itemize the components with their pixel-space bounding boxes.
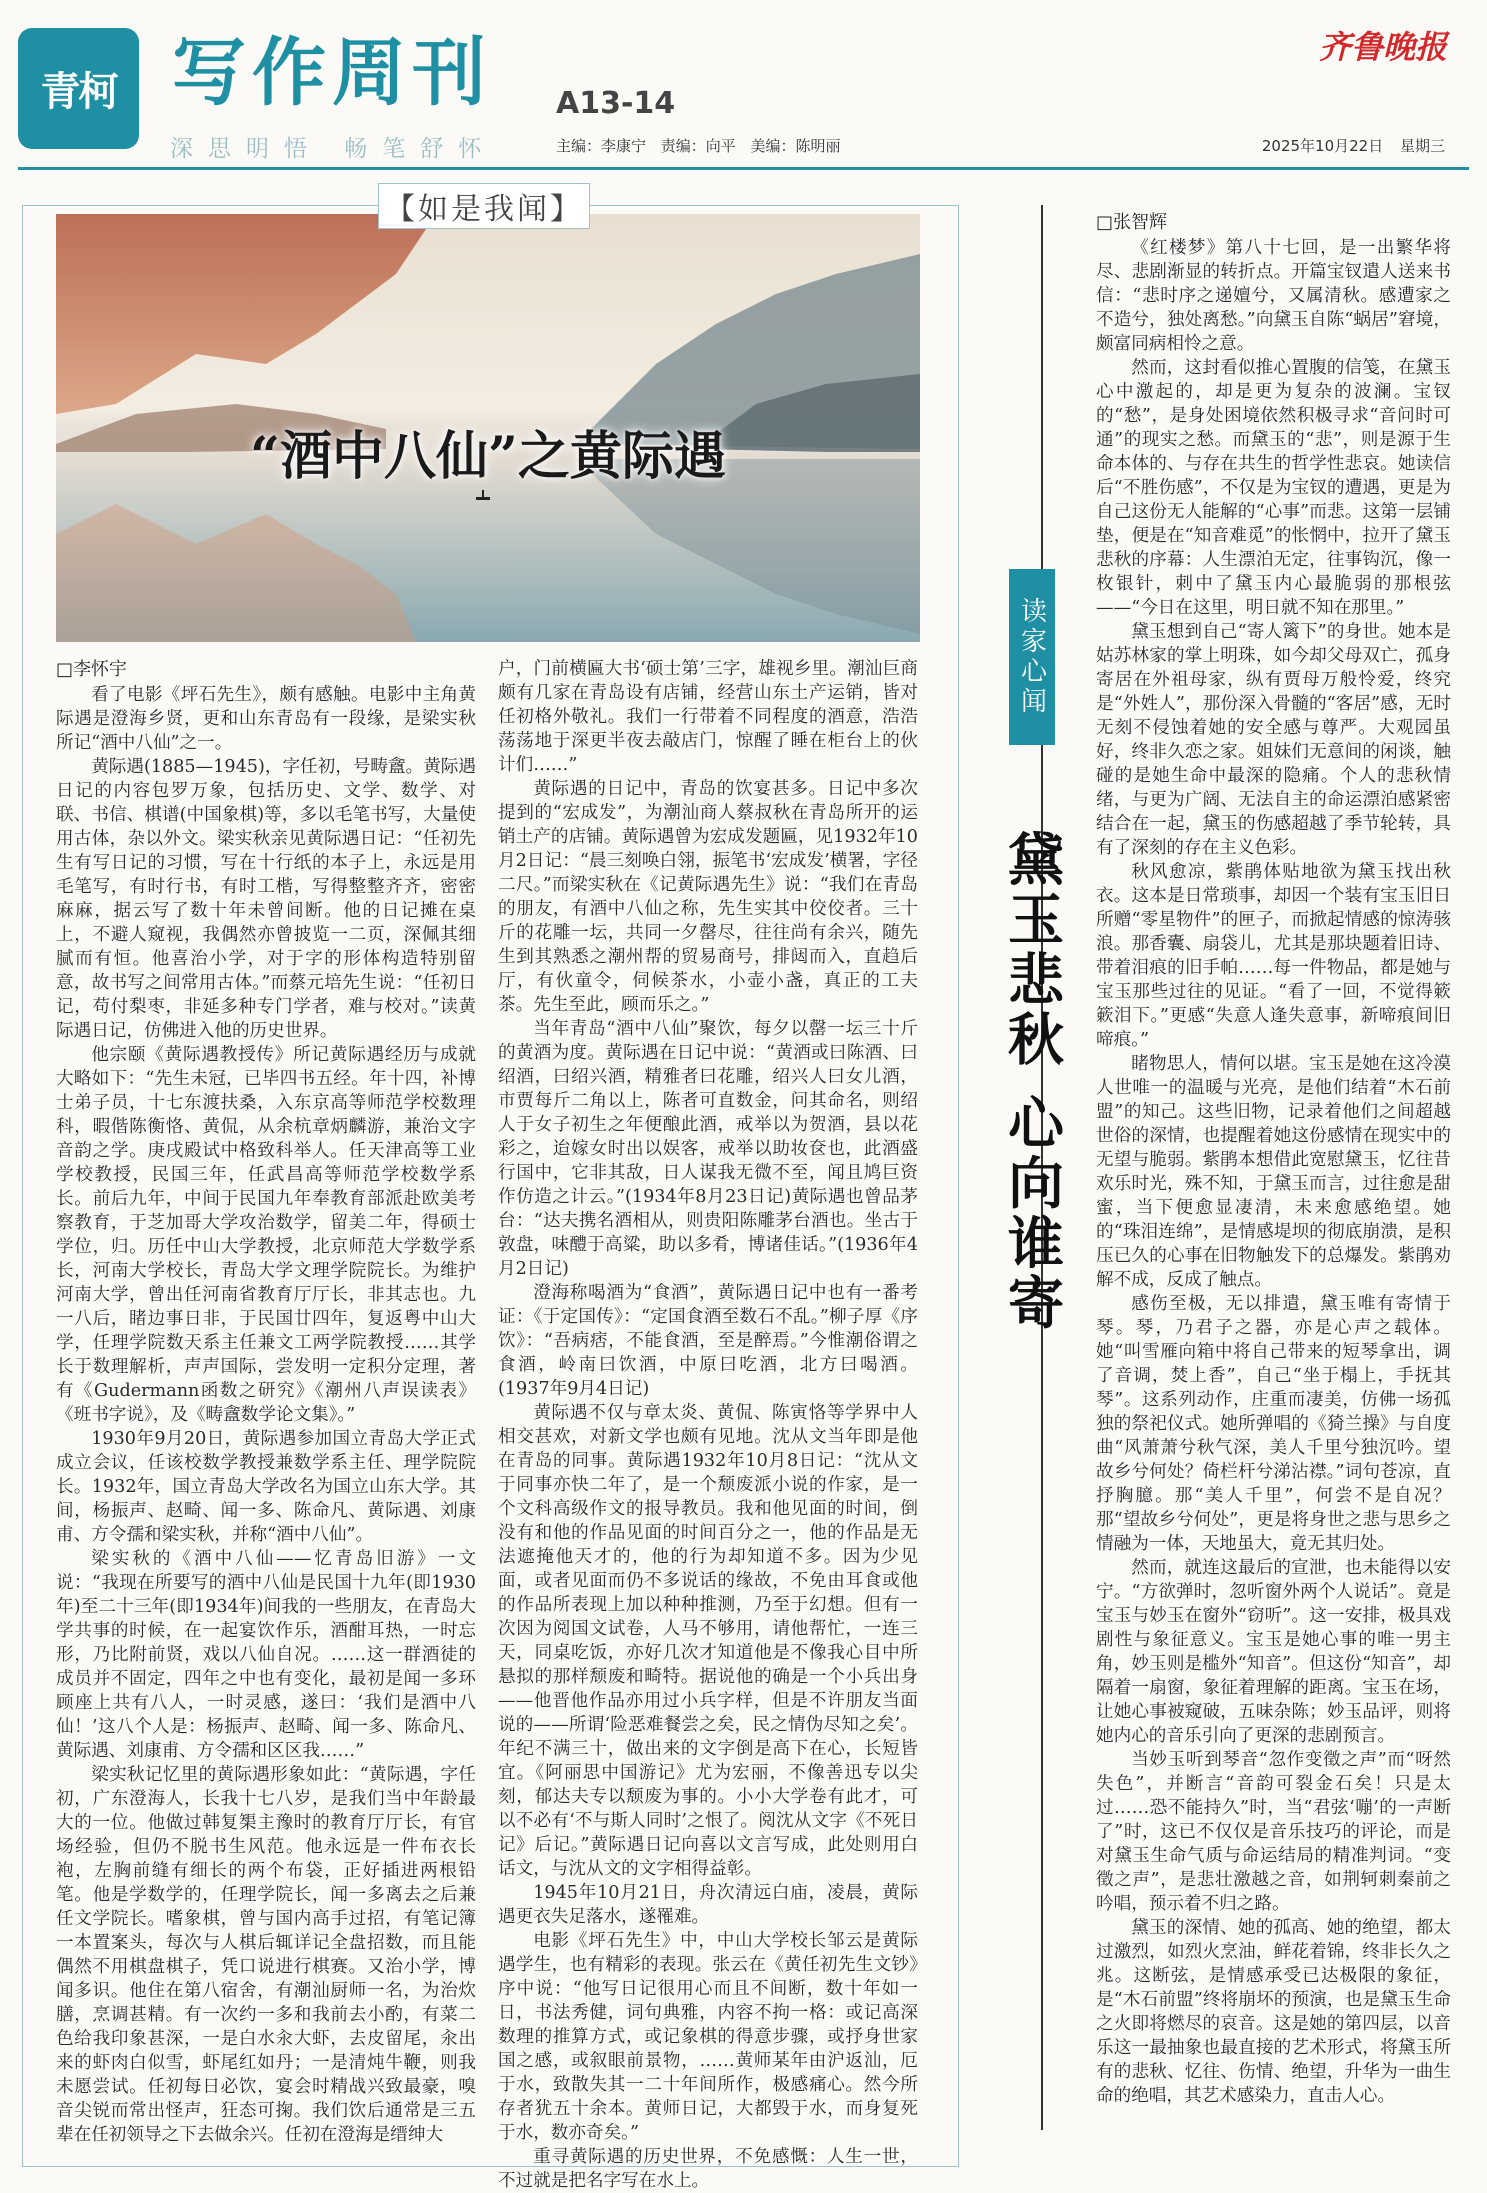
byline-author: □张智辉 [1096, 212, 1168, 233]
paragraph: 1945年10月21日，舟次清远白庙，凌晨，黄际遇更衣失足落水，遂罹难。 [498, 1883, 918, 1927]
paragraph: 看了电影《坪石先生》，颇有感触。电影中主角黄际遇是澄海乡贤，更和山东青岛有一段缘，是梁实秋所记“酒中八仙”之一。 [56, 685, 476, 753]
paragraph: 户，门前横匾大书‘硕士第’三字，雄视乡里。潮汕巨商颇有几家在青岛设有店铺，经营山东土产运销，皆对任初格外敬礼。我们一行带着不同程度的酒意，浩浩荡荡地于深更半夜去敲店门，惊醒了睡在柜台上的伙计们……” [498, 659, 918, 775]
paragraph: 他宗颐《黄际遇教授传》所记黄际遇经历与成就大略如下：“先生未冠，已毕四书五经。年十四，补博士弟子员，十七东渡扶桑，入东京高等师范学校数理科，暇偕陈衡恪、黄侃，从余杭章炳麟游，兼治文字音韵之学。庚戌殿试中格致科举人。任天津高等工业学校教授，民国三年，任武昌高等师范学校数学系长。前后九年，中间于民国九年奉教育部派赴欧美考察教育，于芝加哥大学攻治数学，留美二年，得硕士学位，归。历任中山大学教授，北京师范大学数学系长，河南大学校长，青岛大学文理学院院长。为维护河南大学，曾出任河南省教育厅厅长，非其志也。九一八后，睹边事日非，于民国廿四年，复返粤中山大学，任理学院数天系主任兼文工两学院教授……其学长于数理解析，声声国际，尝发明一定积分定理，著有《Gudermann函数之研究》《潮州八声误读表》《班书字说》，及《畴盦数学论文集》。” [56, 1045, 476, 1425]
paragraph: 感伤至极，无以排遣，黛玉唯有寄情于琴。琴，乃君子之器，亦是心声之载体。她“叫雪雁向箱中将自己带来的短琴拿出，调了音调，焚上香”，自己“坐于榻上，手抚其琴”。这系列动作，庄重而凄美，仿佛一场孤独的祭祀仪式。她所弹唱的《猗兰操》与自度曲“风萧萧兮秋气深，美人千里兮独沉吟。望故乡兮何处？倚栏杆兮涕沾襟。”词句苍凉，直抒胸臆。那“美人千里”，何尝不是自况？那“望故乡兮何处”，更是将身世之悲与思乡之情融为一体，天地虽大，竟无其归处。 [1096, 1294, 1451, 1554]
masthead-divider [18, 167, 1469, 170]
newspaper-brand: 齐鲁晚报 [1318, 28, 1447, 66]
section-title: 写作周刊 [172, 30, 492, 116]
paragraph: 黛玉想到自己“寄人篱下”的身世。她本是姑苏林家的掌上明珠，如今却父母双亡，孤身寄居在外祖母家，纵有贾母万般怜爱，终究是“外姓人”，那份深入骨髓的“客居”感，无时无刻不侵蚀着她的安全感与尊严。大观园虽好，终非久恋之家。姐妹们无意间的闲谈，触碰的是她生命中最深的隐痛。个人的悲秋情绪，与更为广阔、无法自主的命运漂泊感紧密结合在一起，黛玉的伤感超越了季节轮转，具有了深刻的存在主义色彩。 [1096, 622, 1451, 858]
article-column-middle [498, 657, 918, 2191]
paragraph: 秋风愈凉，紫鹃体贴地欲为黛玉找出秋衣。这本是日常琐事，却因一个装有宝玉旧日所赠“零星物件”的匣子，而掀起情感的惊涛骇浪。那香囊、扇袋儿，尤其是那块题着旧诗、带着泪痕的旧手帕……每一件物品，都是她与宝玉那些过往的见证。“看了一回，不觉得簌簌泪下。”更感“失意人逢失意事，新啼痕间旧啼痕。” [1096, 862, 1451, 1050]
issue-date: 2025年10月22日 星期三 [1261, 137, 1445, 155]
paragraph: 睹物思人，情何以堪。宝玉是她在这冷漠人世唯一的温暖与光亮，是他们结着“木石前盟”的知己。这些旧物，记录着他们之间超越世俗的深情，也提醒着她这份感情在现实中的无望与脆弱。紫鹃本想借此宽慰黛玉，忆往昔欢乐时光，殊不知，于黛玉而言，过往愈是甜蜜，当下便愈显凄清，未来愈感绝望。她的“珠泪连绵”，是情感堤坝的彻底崩溃，是积压已久的心事在旧物触发下的总爆发。紫鹃劝解不成，反成了触点。 [1096, 1054, 1451, 1290]
paragraph: 当年青岛“酒中八仙”聚饮，每夕以罄一坛三十斤的黄酒为度。黄际遇在日记中说：“黄酒或曰陈酒、曰绍酒，曰绍兴酒，精雅者曰花雕，绍兴人曰女儿酒，市贾每斤二角以上，陈者可直数金，问其命名，则绍人于女子初生之年便酿此酒，戒举以为贺酒，县以花彩之，迨嫁女时出以娱客，戒举以助妆奁也，此酒盛行国中，它非其敌，日人谋我无微不至，闻且鸠巨资作仿造之计云。”(1934年8月23日记)黄际遇也曾品茅台：“达夫携名酒相从，则贵阳陈雕茅台酒也。坐古于敦盘，味醴于高粱，助以多肴，博诸佳话。”(1936年4月2日记) [498, 1019, 918, 1279]
paragraph: 重寻黄际遇的历史世界，不免感慨：人生一世，不过就是把名字写在水上。 [498, 2147, 918, 2191]
paragraph: 然而，这封看似推心置腹的信笺，在黛玉心中激起的，却是更为复杂的波澜。宝钗的“愁”，是身处困境依然积极寻求“音问时可通”的现实之愁。而黛玉的“悲”，则是源于生命本体的、与存在共生的哲学性悲哀。她读信后“不胜伤感”，不仅是为宝钗的遭遇，更是为自己这份无人能解的“心事”而悲。这第一层铺垫，便是在“知音难觅”的怅惘中，拉开了黛玉悲秋的序幕：人生漂泊无定，往事钩沉，像一枚银针，刺中了黛玉内心最脆弱的那根弦——“今日在这里，明日就不知在那里。” [1096, 358, 1451, 618]
paragraph: 黄际遇(1885—1945)，字任初，号畴盦。黄际遇日记的内容包罗万象，包括历史、文学、数学、对联、书信、棋谱(中国象棋)等，多以毛笔书写，大量使用古体，杂以外文。梁实秋亲见黄际遇日记：“任初先生有写日记的习惯，写在十行纸的本子上，永远是用毛笔写，有时行书，有时工楷，写得整整齐齐，密密麻麻，据云写了数十年未曾间断。他的日记摊在桌上，不避人窥视，我偶然亦曾披览一二页，深佩其细腻而有恒。他喜治小学，对于字的形体构造特别留意，故书写之间常用古体。”而蔡元培先生说：“任初日记，苟付梨枣，非延多种专门学者，难与校对。”读黄际遇日记，仿佛进入他的历史世界。 [56, 757, 476, 1041]
paragraph: 1930年9月20日，黄际遇参加国立青岛大学正式成立会议，任该校数学教授兼数学系主任、理学院院长。1932年，国立青岛大学改名为国立山东大学。其间，杨振声、赵畸、闻一多、陈命凡、黄际遇、刘康甫、方令孺和梁实秋，并称“酒中八仙”。 [56, 1429, 476, 1545]
paragraph: 然而，就连这最后的宣泄，也未能得以安宁。“方欲弹时，忽听窗外两个人说话”。竟是宝玉与妙玉在窗外“窃听”。这一安排，极具戏剧性与象征意义。宝玉是她心事的唯一男主角，妙玉则是槛外“知音”。但这份“知音”，却隔着一扇窗，象征着理解的距离。宝玉在场，让她心事被窥破，五味杂陈；妙玉品评，则将她内心的音乐引向了更深的悲剧预言。 [1096, 1558, 1451, 1746]
article-column-right [1096, 236, 1451, 2166]
article-column-left [56, 683, 476, 2148]
paragraph: 梁实秋的《酒中八仙——忆青岛旧游》一文说：“我现在所要写的酒中八仙是民国十九年(即1930年)至二十三年(即1934年)间我的一些朋友，在青岛大学共事的时候，在一起宴饮作乐，酒酣耳热，一时忘形，乃比附前贤，戏以八仙自况。……这一群酒徒的成员并不固定，四年之中也有变化，最初是闻一多环顾座上共有八人，一时灵感，遂曰：‘我们是酒中八仙！’这八个人是：杨振声、赵畸、闻一多、陈命凡、黄际遇、刘康甫、方令孺和区区我……” [56, 1549, 476, 1761]
paragraph: 黄际遇的日记中，青岛的饮宴甚多。日记中多次提到的“宏成发”，为潮汕商人蔡叔秋在青岛所开的运销土产的店铺。黄际遇曾为宏成发题匾，见1932年10月2日记：“晨三刻唤白翎，振笔书‘宏成发’横署，字径二尺。”而梁实秋在《记黄际遇先生》说：“我们在青岛的朋友，有酒中八仙之称，先生实其中佼佼者。三十斤的花雕一坛，共同一夕罄尽，往往尚有余兴，随先生到其熟悉之潮州帮的贸易商号，排闼而入，直趋后厅，有伙童令，伺候茶水，小壶小盏，真正的工夫茶。先生至此，顾而乐之。” [498, 779, 918, 1015]
editor-credits: 主编：李康宁 责编：向平 美编：陈明丽 [556, 137, 841, 155]
article-headline: “酒中八仙”之黄际遇 [250, 426, 726, 487]
masthead-logo: 青柯 [18, 28, 139, 149]
paragraph: 梁实秋记忆里的黄际遇形象如此：“黄际遇，字任初，广东澄海人，长我十七八岁，是我们当中年龄最大的一位。他做过韩复榘主豫时的教育厅厅长，有官场经验，但仍不脱书生风范。他永远是一件布衣长袍，左胸前缝有细长的两个布袋，正好插进两根铅笔。他是学数学的，任理学院长，闻一多离去之后兼任文学院长。嗜象棋，曾与国内高手过招，有笔记簿一本置案头，每次与人棋后辄详记全盘招数，而且能偶然不用棋盘棋子，凭口说进行棋赛。又治小学，博闻多识。他住在第八宿舍，有潮汕厨师一名，为治炊膳，烹调甚精。有一次约一多和我前去小酌，有菜二色给我印象甚深，一是白水汆大虾，去皮留尾，汆出来的虾肉白似雪，虾尾红如丹；一是清炖牛鞭，则我未愿尝试。任初每日必饮，宴会时精战兴致最豪，嗅音尖锐而常出怪声，狂态可掬。我们饮后通常是三五辈在任初领导之下去做余兴。任初在澄海是缙绅大 [56, 1765, 476, 2145]
byline-author: □李怀宇 [56, 659, 128, 680]
paragraph: 黛玉的深情、她的孤高、她的绝望，都太过激烈，如烈火烹油，鲜花着锦，终非长久之兆。这断弦，是情感承受已达极限的象征，是“木石前盟”终将崩坏的预演，也是黛玉生命之火即将燃尽的哀音。这是她的第四层，以音乐这一最抽象也最直接的艺术形式，将黛玉所有的悲秋、忆往、伤情、绝望，升华为一曲生命的绝唱，其艺术感染力，直击人心。 [1096, 1918, 1451, 2106]
article-headline-vertical: 黛玉悲秋 心向谁寄 [999, 830, 1065, 1334]
paragraph: 电影《坪石先生》中，中山大学校长邹云是黄际遇学生，也有精彩的表现。张云在《黄任初先生文钞》序中说：“他写日记很用心而且不间断，数十年如一日，书法秀健，词句典雅，内容不拘一格：或记高深数理的推算方式，或记象棋的得意步骤，或抒身世家国之感，或叙眼前景物，……黄师某年由沪返汕，厄于水，致散失其一二十年间所作，极感痛心。然今所存者犹五十余本。黄师日记，大都毁于水，而身复死于水，数亦奇矣。” [498, 1931, 918, 2143]
paragraph: 《红楼梦》第八十七回，是一出繁华将尽、悲剧渐显的转折点。开篇宝钗遣人送来书信：“悲时序之递嬗兮，又属清秋。感遭家之不造兮，独处离愁。”向黛玉自陈“蜗居”窘境，颇富同病相怜之意。 [1096, 238, 1451, 354]
paragraph: 当妙玉听到琴音“忽作变徵之声”而“呀然失色”，并断言“音韵可裂金石矣！只是太过……恐不能持久”时，当“君弦‘嘣’的一声断了”时，这已不仅仅是音乐技巧的评论，而是对黛玉生命气质与命运结局的精准判词。“变徵之声”，是悲壮激越之音，如荆轲刺秦前之吟唱，预示着不归之路。 [1096, 1750, 1451, 1914]
paragraph: 澄海称喝酒为“食酒”，黄际遇日记中也有一番考证：《于定国传》：“定国食酒至数石不乱。”柳子厚《序饮》：“吾病痞，不能食酒，至是醉焉。”今惟潮俗谓之食酒，岭南曰饮酒，中原曰吃酒，北方曰喝酒。(1937年9月4日记) [498, 1283, 918, 1399]
column-label: 【如是我闻】 [378, 183, 590, 229]
paragraph: 黄际遇不仅与章太炎、黄侃、陈寅恪等学界中人相交甚欢，对新文学也颇有见地。沈从文当年即是他在青岛的同事。黄际遇1932年10月8日记：“沈从文于同事亦快二年了，是一个颓废派小说的作家，是一个文科高级作文的报导教员。我和他见面的时间，倒没有和他的作品见面的时间百分之一，他的作品是无法遮掩他天才的，他的行为却知道不多。因为少见面，或者见面而仍不多说话的缘故，不免由耳食或他的作品所表现上加以种种推测，乃至于幻想。但有一次因为阅国文试卷，人马不够用，请他帮忙，一连三天，同桌吃饭，亦好几次才知道他是不像我心目中所悬拟的那样颓废和畸特。据说他的确是一个小兵出身——他晋他作品亦用过小兵字样，但是不许朋友当面说的——所谓‘险恶难餐尝之矣，民之情伪尽知之矣’。年纪不满三十，做出来的文字倒是高下在心，长短皆宜。《阿丽思中国游记》尤为宏丽，不像善迅专以尖刻，郁达夫专以颓废为事的。小小大学卷有此才，可以不必有‘不与斯人同时’之恨了。阅沈从文字《不死日记》后记。”黄际遇日记向喜以文言写成，此处则用白话文，与沈从文的文字相得益彰。 [498, 1403, 918, 1879]
hero-image [56, 214, 920, 642]
section-slogan: 深思明悟 畅笔舒怀 [170, 136, 497, 162]
page-numbers: A13-14 [556, 86, 676, 121]
column-tag: 读家心闻 [1009, 569, 1055, 745]
